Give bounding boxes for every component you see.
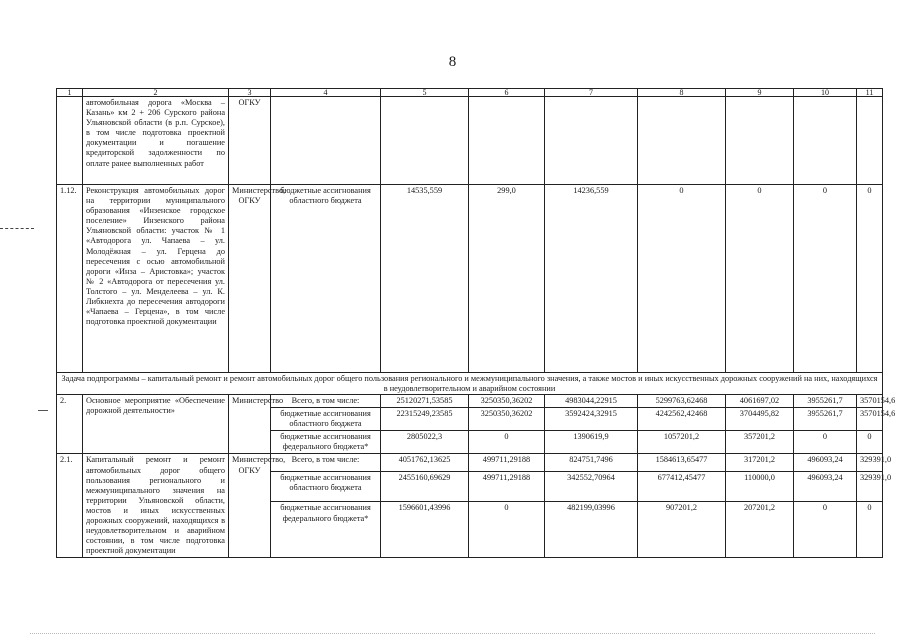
value-col-11: 3570154,6	[857, 408, 883, 431]
row-number: 1.12.	[57, 185, 83, 373]
table-row	[57, 395, 883, 408]
column-header: 8	[638, 89, 726, 97]
value-col-8: 907201,2	[638, 502, 726, 558]
measure-name: Реконструкция автомобильных дорог на территории муниципального образования «Инзенское городское поселение» Инзенского района Ульяновской области: участок № 1 «Автодорога ул. Чапаева – ул. Молодёжная – ул. Герцена до пересечения с осью автомобильной дороги «Инза – Аристовка»; участок № 2 «Автодорога от пересечения ул. Толстого – ул. Менделеева – ул. К. Либкнехта до пересечения автодороги «Чапаева – Герцена», в том числе подготовка проектной документации	[83, 185, 229, 373]
page-number: 8	[448, 54, 457, 70]
value-col-6: 0	[469, 502, 545, 558]
value-col-8: 4242562,42468	[638, 408, 726, 431]
measure-name: Основное мероприятие «Обеспечение дорожной деятельности»	[83, 395, 229, 454]
executor: Министерство, ОГКУ	[229, 185, 271, 373]
value-col-5: 22315249,23585	[381, 408, 469, 431]
value-col-10: 3955261,7	[794, 408, 857, 431]
value-col-7: 824751,7496	[545, 454, 638, 471]
value-col-7: 1390619,9	[545, 431, 638, 454]
value-col-7: 4983044,22915	[545, 395, 638, 408]
value-col-5: 1596601,43996	[381, 502, 469, 558]
column-header: 9	[726, 89, 794, 97]
funding-regional: бюджетные ассигнования областного бюджета	[271, 471, 381, 502]
value-col-6: 299,0	[469, 185, 545, 373]
value-col-5: 4051762,13625	[381, 454, 469, 471]
funding-source: бюджетные ассигнования областного бюджета	[271, 185, 381, 373]
value-col-7: 482199,03996	[545, 502, 638, 558]
column-header: 7	[545, 89, 638, 97]
funding-federal: бюджетные ассигнования федерального бюджета*	[271, 431, 381, 454]
program-table	[56, 88, 896, 558]
column-header: 3	[229, 89, 271, 97]
margin-tick	[38, 410, 48, 411]
value-col-7: 342552,70964	[545, 471, 638, 502]
funding-total: Всего, в том числе:	[271, 454, 381, 471]
column-header: 2	[83, 89, 229, 97]
value-col-10: 3955261,7	[794, 395, 857, 408]
value-col-5: 25120271,53585	[381, 395, 469, 408]
value-col-9: 357201,2	[726, 431, 794, 454]
value-col-9: 0	[726, 185, 794, 373]
executor: ОГКУ	[229, 97, 271, 185]
value-col-8: 0	[638, 185, 726, 373]
value-col-11: 3570154,6	[857, 395, 883, 408]
value-col-5: 14535,559	[381, 185, 469, 373]
value-col-6: 3250350,36202	[469, 395, 545, 408]
column-header: 11	[857, 89, 883, 97]
value-col-9: 207201,2	[726, 502, 794, 558]
column-header: 10	[794, 89, 857, 97]
value-col-5: 2455160,69629	[381, 471, 469, 502]
value-col-10: 0	[794, 185, 857, 373]
table-row	[57, 97, 883, 185]
value-col-6: 3250350,36202	[469, 408, 545, 431]
value-col-7: 3592424,32915	[545, 408, 638, 431]
funding-federal: бюджетные ассигнования федерального бюджета*	[271, 502, 381, 558]
table-row	[57, 185, 883, 373]
value-col-8: 1584613,65477	[638, 454, 726, 471]
value-col-6: 499711,29188	[469, 471, 545, 502]
value-col-8: 677412,45477	[638, 471, 726, 502]
value-col-9: 4061697,02	[726, 395, 794, 408]
column-header: 6	[469, 89, 545, 97]
measure-name: автомобильная дорога «Москва – Казань» км 2 + 206 Сурского района Ульяновской области (в р.п. Сурское), в том числе подготовка проектной документации и погашение кредиторской задолженности по оплате ранее выполненных работ	[83, 97, 229, 185]
row-number: 2.	[57, 395, 83, 454]
value-col-10: 0	[794, 502, 857, 558]
task-row	[57, 373, 883, 395]
row-number: 2.1.	[57, 454, 83, 558]
value-col-10: 0	[794, 431, 857, 454]
value-col-11: 0	[857, 185, 883, 373]
table-row	[57, 454, 883, 471]
value-col-6: 0	[469, 431, 545, 454]
margin-mark	[0, 228, 34, 229]
column-header: 4	[271, 89, 381, 97]
value-col-8: 5299763,62468	[638, 395, 726, 408]
column-header: 1	[57, 89, 83, 97]
measure-name: Капитальный ремонт и ремонт автомобильных дорог общего пользования регионального и межмуниципального значения на территории Ульяновской области, мостов и иных искусственных дорожных сооружений, находящихся в неудовлетворительном и аварийном состоянии, в том числе подготовка проектной документации	[83, 454, 229, 558]
column-header: 5	[381, 89, 469, 97]
value-col-11: 329391,0	[857, 471, 883, 502]
value-col-11: 0	[857, 502, 883, 558]
value-col-11: 329391,0	[857, 454, 883, 471]
executor: Министерство	[229, 395, 271, 454]
value-col-6: 499711,29188	[469, 454, 545, 471]
value-col-9: 317201,2	[726, 454, 794, 471]
footer-line	[30, 633, 875, 634]
funding-regional: бюджетные ассигнования областного бюджета	[271, 408, 381, 431]
executor: Министерство, ОГКУ	[229, 454, 271, 558]
value-col-9: 3704495,82	[726, 408, 794, 431]
column-number-row	[57, 89, 883, 97]
value-col-10: 496093,24	[794, 454, 857, 471]
value-col-8: 1057201,2	[638, 431, 726, 454]
value-col-10: 496093,24	[794, 471, 857, 502]
value-col-7: 14236,559	[545, 185, 638, 373]
value-col-9: 110000,0	[726, 471, 794, 502]
value-col-11: 0	[857, 431, 883, 454]
value-col-5: 2805022,3	[381, 431, 469, 454]
funding-total: Всего, в том числе:	[271, 395, 381, 408]
subprogram-task: Задача подпрограммы – капитальный ремонт и ремонт автомобильных дорог общего пользования регионального и межмуниципального значения, а также мостов и иных искусственных дорожных сооружений на них, находящихся в неудовлетворительном и аварийном состоянии	[57, 373, 883, 395]
